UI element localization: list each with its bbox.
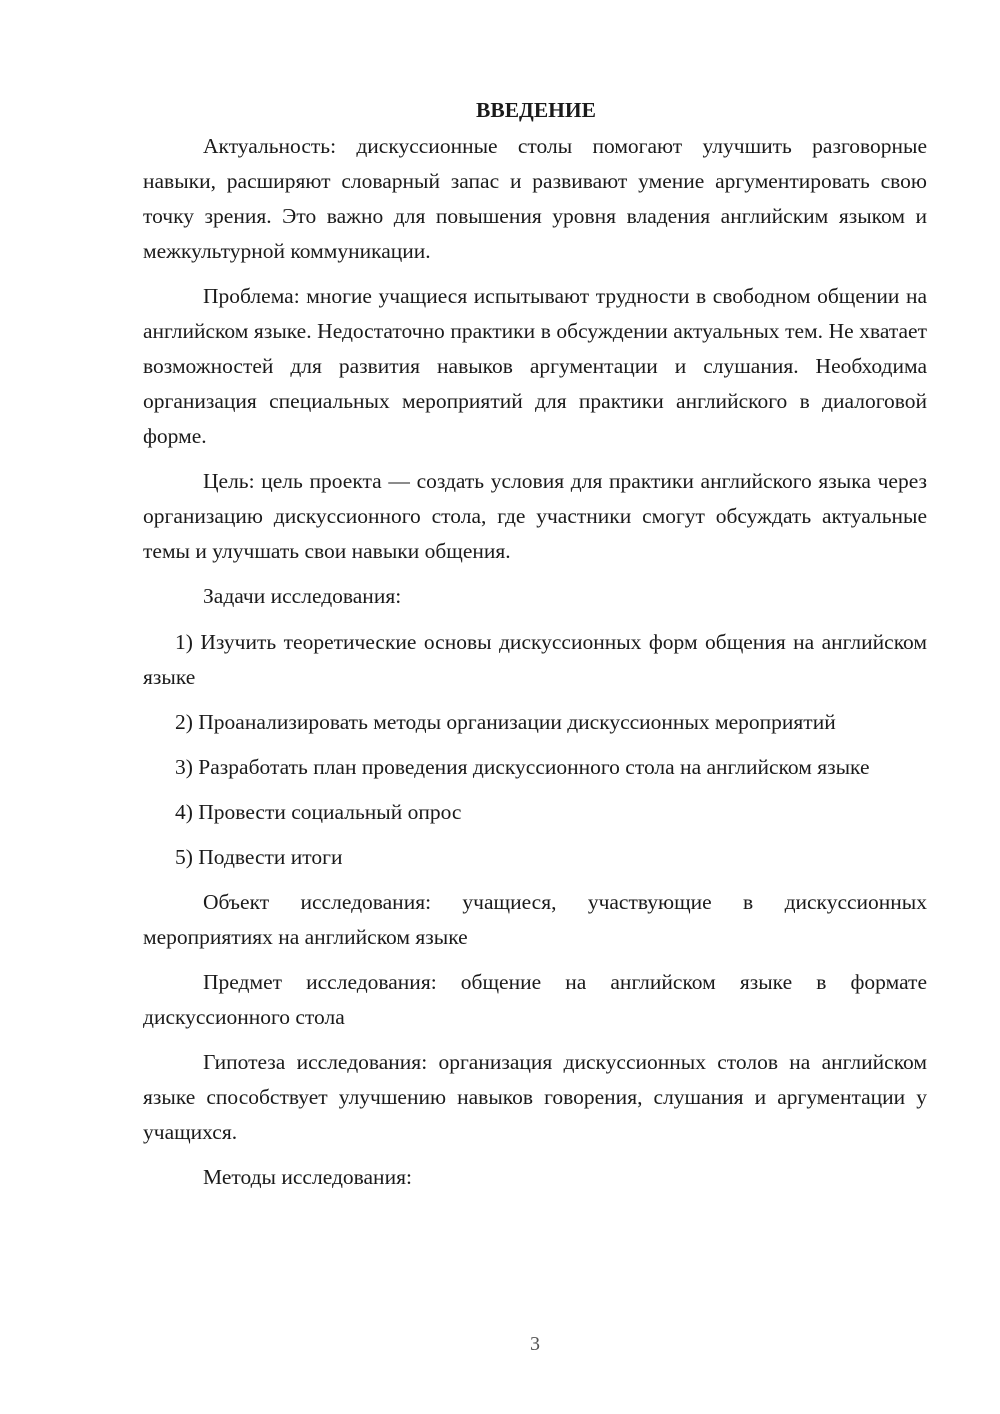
paragraph-object: Объект исследования: учащиеся, участвующие в дискуссионных мероприятиях на английском языке <box>143 890 927 949</box>
tasks-heading: Задачи исследования: <box>203 584 402 608</box>
page-body <box>143 92 927 1205</box>
paragraph-subject: Предмет исследования: общение на английском языке в формате дискуссионного стола <box>143 970 927 1029</box>
page-number: 3 <box>530 1333 540 1355</box>
task-item-3: 3) Разработать план проведения дискуссионного стола на английском языке <box>175 755 870 779</box>
paragraph-problem: Проблема: многие учащиеся испытывают трудности в свободном общении на английском языке. Недостаточно практики в обсуждении актуальных тем. Не хватает возможностей для развития навыков аргументации и слушания. Необходима организация специальных мероприятий для практики английского в диалоговой форме. <box>143 284 927 448</box>
task-item-5: 5) Подвести итоги <box>175 845 343 869</box>
page-title: ВВЕДЕНИЕ <box>476 98 596 122</box>
paragraph-hypothesis: Гипотеза исследования: организация дискуссионных столов на английском языке способствует улучшению навыков говорения, слушания и аргументации у учащихся. <box>143 1050 927 1144</box>
task-item-1: 1) Изучить теоретические основы дискуссионных форм общения на английском языке <box>143 630 927 689</box>
task-item-4: 4) Провести социальный опрос <box>175 800 462 824</box>
paragraph-relevance: Актуальность: дискуссионные столы помогают улучшить разговорные навыки, расширяют словарный запас и развивают умение аргументировать свою точку зрения. Это важно для повышения уровня владения английским языком и межкультурной коммуникации. <box>143 134 927 263</box>
task-item-2: 2) Проанализировать методы организации дискуссионных мероприятий <box>175 710 836 734</box>
paragraph-goal: Цель: цель проекта — создать условия для практики английского языка через организацию дискуссионного стола, где участники смогут обсуждать актуальные темы и улучшать свои навыки общения. <box>143 469 927 563</box>
paragraph-methods: Методы исследования: <box>203 1165 412 1189</box>
